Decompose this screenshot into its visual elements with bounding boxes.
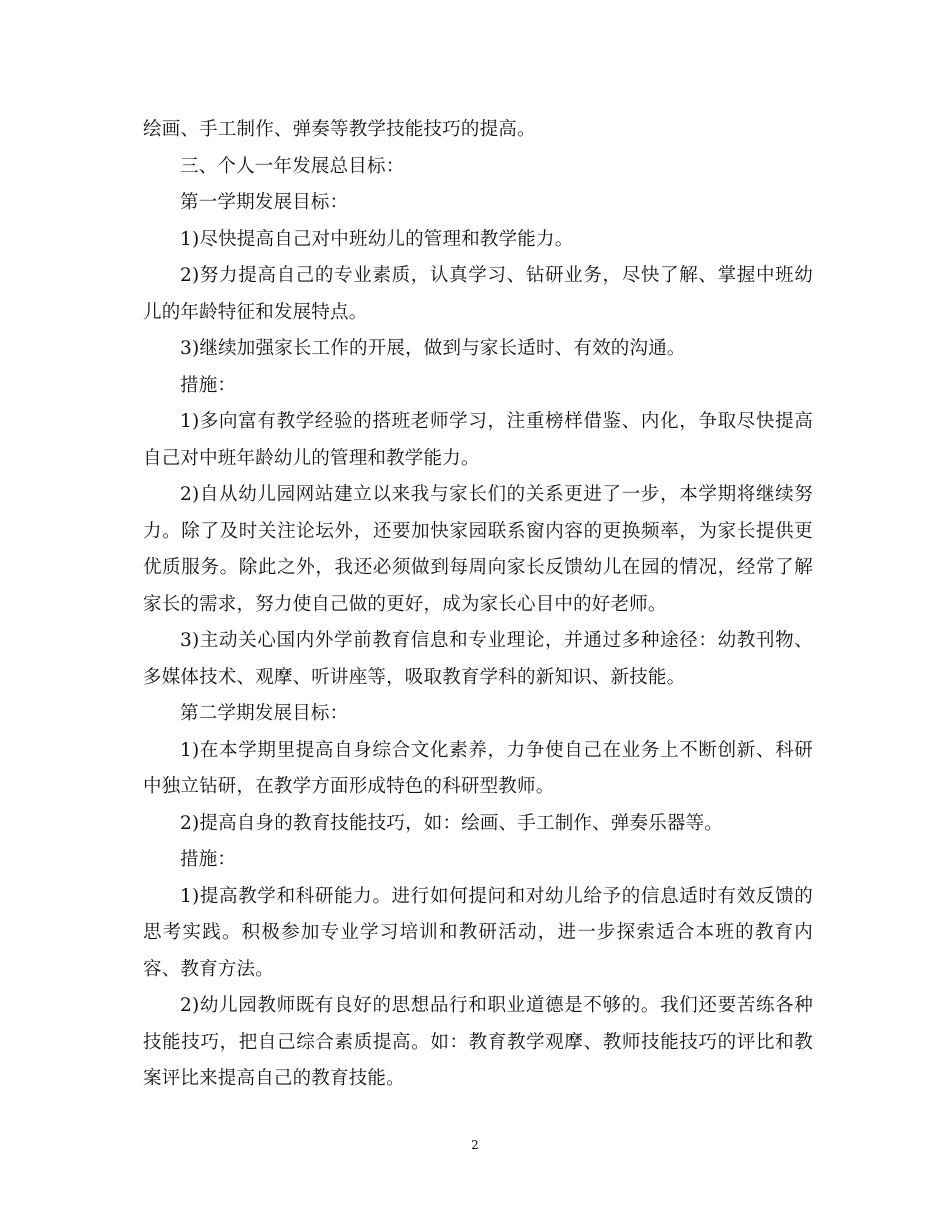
subheading-first-semester-goals: 第一学期发展目标：: [180, 192, 349, 213]
subheading-second-semester-goals: 第二学期发展目标：: [180, 703, 349, 724]
section-heading-yearly-goals: 三、个人一年发展总目标：: [180, 155, 405, 177]
paragraph-continuation: 绘画、手工制作、弹奏等教学技能技巧的提高。: [143, 119, 536, 140]
subheading-measures-second: 措施：: [180, 849, 237, 870]
first-semester-goal-1: 1)尽快提高自己对中班幼儿的管理和教学能力。: [180, 228, 574, 250]
second-semester-measure-1: 1)提高教学和科研能力。进行如何提问和对幼儿给予的信息适时有效反馈的思考实践。积极参加专业学习培训和教研活动，进一步探索适合本班的教育内容、教育方法。: [143, 885, 813, 980]
second-semester-goal-1: 1)在本学期里提高自身综合文化素养，力争使自己在业务上不断创新、科研中独立钻研，在教学方面形成特色的科研型教师。: [143, 739, 813, 797]
first-semester-goal-2: 2)努力提高自己的专业素质，认真学习、钻研业务，尽快了解、掌握中班幼儿的年龄特征和发展特点。: [143, 265, 813, 323]
first-semester-measure-3: 3)主动关心国内外学前教育信息和专业理论，并通过多种途径：幼教刊物、多媒体技术、观摩、听讲座等，吸取教育学科的新知识、新技能。: [143, 630, 813, 688]
subheading-measures-first: 措施：: [180, 374, 237, 396]
second-semester-measure-2: 2)幼儿园教师既有良好的思想品行和职业道德是不够的。我们还要苦练各种技能技巧，把自己综合素质提高。如：教育教学观摩、教师技能技巧的评比和教案评比来提高自己的教育技能。: [143, 995, 813, 1089]
first-semester-measure-2: 2)自从幼儿园网站建立以来我与家长们的关系更进了一步，本学期将继续努力。除了及时关注论坛外，还要加快家园联系窗内容的更换频率，为家长提供更优质服务。除此之外，我还必须做到每周向家长反馈幼儿在园的情况，经常了解家长的需求，努力使自己做的更好，成为家长心目中的好老师。: [143, 484, 813, 615]
document-body: [143, 112, 813, 1098]
first-semester-goal-3: 3)继续加强家长工作的开展，做到与家长适时、有效的沟通。: [180, 338, 686, 359]
page-number: 2: [471, 1138, 479, 1152]
first-semester-measure-1: 1)多向富有教学经验的搭班老师学习，注重榜样借鉴、内化，争取尽快提高自己对中班年龄幼儿的管理和教学能力。: [143, 411, 813, 469]
second-semester-goal-2: 2)提高自身的教育技能技巧，如：绘画、手工制作、弹奏乐器等。: [180, 812, 723, 834]
